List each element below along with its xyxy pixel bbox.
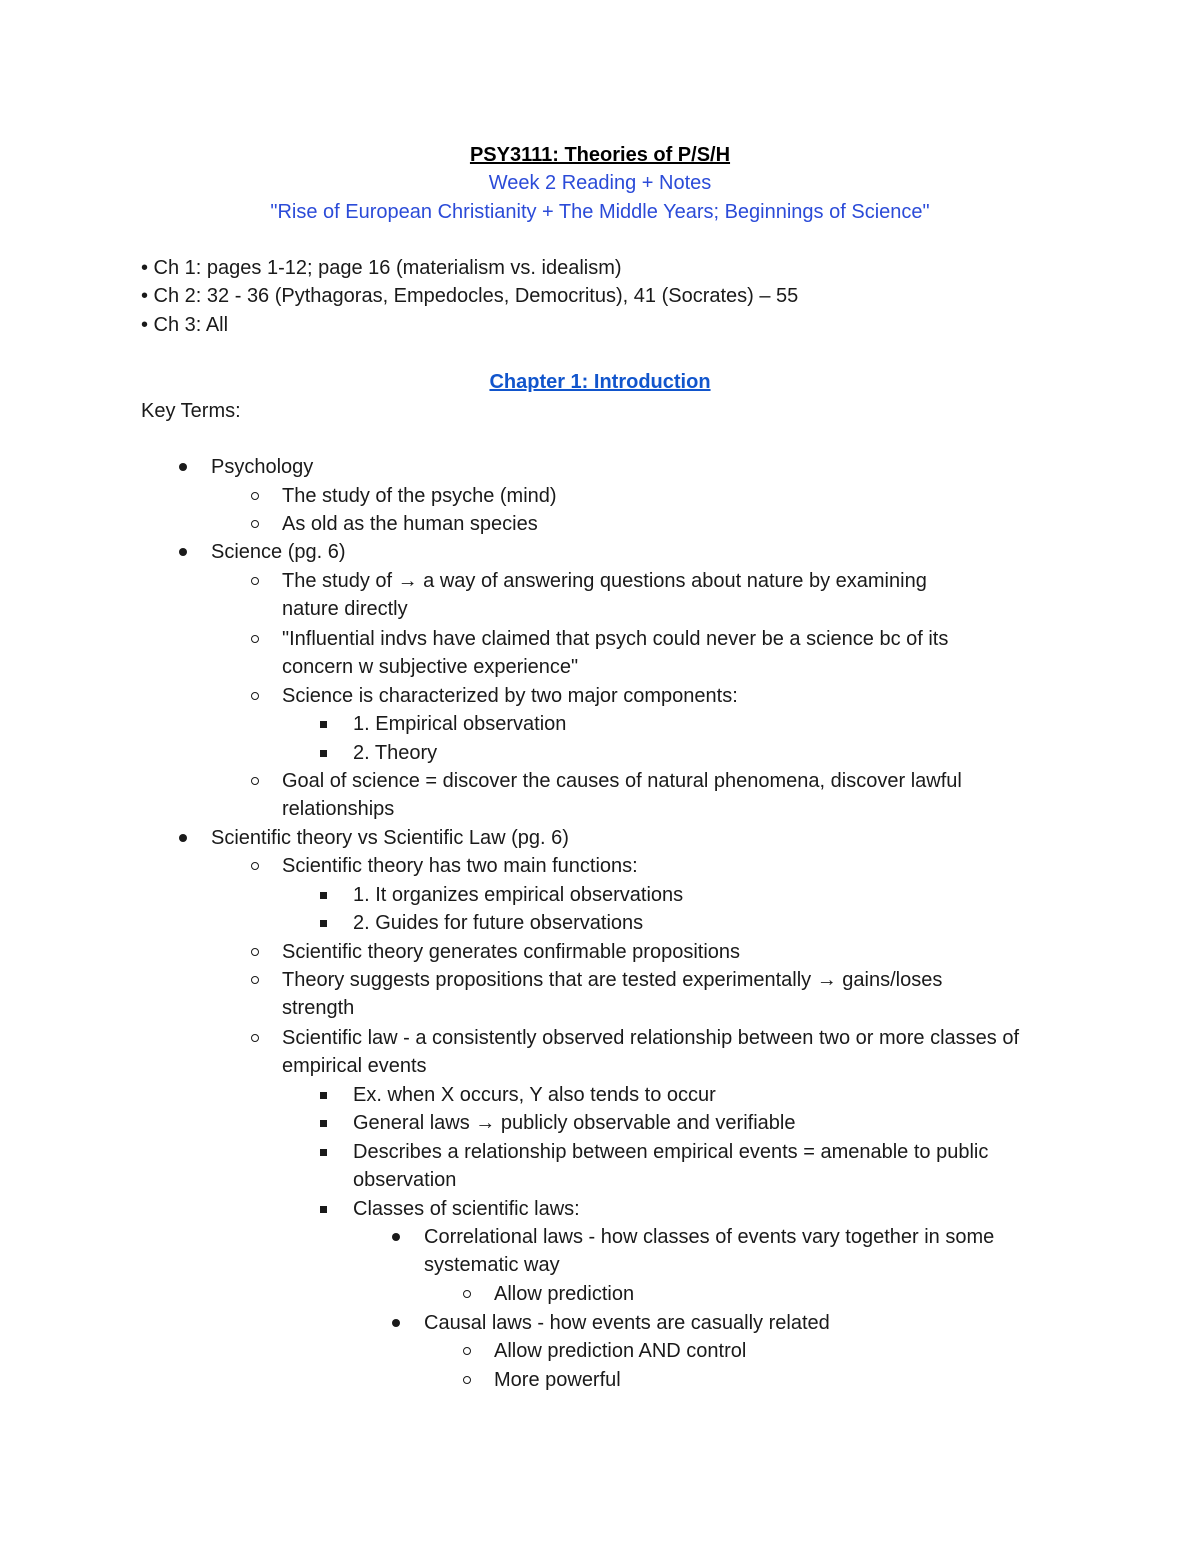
bullet-square-icon — [317, 1081, 333, 1109]
bullet-disc-icon — [176, 538, 192, 566]
bullet-circle-icon — [460, 1366, 476, 1394]
reading-assignment-ch3: • Ch 3: All — [141, 314, 229, 336]
outline-item — [282, 625, 1017, 682]
bullet-disc-icon — [176, 453, 192, 481]
outline-item-text: Allow prediction — [494, 1283, 635, 1305]
outline-item-text: Scientific theory has two main functions: — [282, 855, 638, 877]
outline-item-text: More powerful — [494, 1369, 621, 1391]
bullet-disc-icon — [176, 824, 192, 852]
outline-item — [282, 482, 1072, 510]
bullet-square-icon — [317, 1109, 333, 1137]
bullet-square-icon — [317, 1195, 333, 1223]
bullet-circle-icon — [460, 1280, 476, 1308]
outline-item-text: Describes a relationship between empirical events = amenable to public observation — [353, 1141, 989, 1192]
outline-item — [494, 1337, 1074, 1365]
outline-item-text: 1. Empirical observation — [353, 713, 567, 735]
bullet-square-icon — [317, 710, 333, 738]
outline-item — [211, 824, 1071, 852]
bullet-circle-icon — [248, 567, 264, 595]
outline-item — [494, 1366, 1074, 1394]
bullet-square-icon — [317, 1138, 333, 1166]
outline-item — [424, 1309, 1074, 1337]
outline-item — [353, 1109, 1073, 1137]
bullet-circle-icon — [248, 1024, 264, 1052]
outline-item — [211, 538, 1071, 566]
document-title: PSY3111: Theories of P/S/H — [469, 144, 731, 166]
document-subtitle: Week 2 Reading + Notes — [488, 172, 712, 194]
outline-item — [282, 682, 1072, 710]
outline-item-text: The study of → a way of answering questions about nature by examining nature directly — [282, 570, 927, 621]
outline-item-text: As old as the human species — [282, 513, 538, 535]
outline-item-text: Theory suggests propositions that are tested experimentally → gains/loses strength — [282, 969, 943, 1020]
outline-item-text: 1. It organizes empirical observations — [353, 884, 684, 906]
outline-item-text: General laws → publicly observable and verifiable — [353, 1112, 796, 1134]
outline-item — [282, 567, 982, 624]
outline-item-text: Goal of science = discover the causes of natural phenomena, discover lawful relationships — [282, 770, 962, 821]
bullet-circle-icon — [248, 966, 264, 994]
outline-item-text: Scientific theory vs Scientific Law (pg. 6) — [211, 827, 569, 849]
outline-item — [424, 1223, 1064, 1280]
bullet-circle-icon — [248, 482, 264, 510]
outline-item — [282, 966, 1002, 1023]
outline-item — [282, 938, 1072, 966]
outline-item — [353, 710, 1073, 738]
bullet-circle-icon — [248, 767, 264, 795]
outline-item-text: Science (pg. 6) — [211, 541, 346, 563]
bullet-disc-icon — [389, 1223, 405, 1251]
bullet-disc-icon — [389, 1309, 405, 1337]
bullet-square-icon — [317, 909, 333, 937]
outline-item-text: "Influential indvs have claimed that psych could never be a science bc of its concern w subjective experience" — [282, 628, 949, 679]
bullet-circle-icon — [248, 852, 264, 880]
outline-item — [282, 767, 1052, 824]
outline-item — [353, 1081, 1073, 1109]
outline-item-text: Causal laws - how events are casually related — [424, 1312, 830, 1334]
outline-item-text: Scientific theory generates confirmable propositions — [282, 941, 741, 963]
outline-item — [282, 852, 1072, 880]
chapter-heading: Chapter 1: Introduction — [489, 371, 711, 393]
outline-item — [353, 881, 1073, 909]
outline-item — [353, 1138, 1053, 1195]
reading-assignment-ch1: • Ch 1: pages 1-12; page 16 (materialism vs. idealism) — [141, 257, 622, 279]
outline-item — [353, 1195, 1073, 1223]
outline-item — [353, 739, 1073, 767]
outline-item — [211, 453, 1071, 481]
reading-assignment-ch2: • Ch 2: 32 - 36 (Pythagoras, Empedocles, Democritus), 41 (Socrates) – 55 — [141, 285, 799, 307]
outline-item-text: Allow prediction AND control — [494, 1340, 747, 1362]
bullet-circle-icon — [248, 510, 264, 538]
bullet-circle-icon — [248, 938, 264, 966]
bullet-circle-icon — [248, 682, 264, 710]
key-terms-label: Key Terms: — [141, 400, 241, 422]
outline-item-text: Science is characterized by two major components: — [282, 685, 738, 707]
document-topic-quote: "Rise of European Christianity + The Middle Years; Beginnings of Science" — [270, 201, 930, 223]
bullet-square-icon — [317, 881, 333, 909]
outline-item — [353, 909, 1073, 937]
outline-item — [282, 510, 1072, 538]
bullet-square-icon — [317, 739, 333, 767]
outline-item-text: Classes of scientific laws: — [353, 1198, 580, 1220]
outline-item-text: Psychology — [211, 456, 314, 478]
outline-item — [282, 1024, 1072, 1081]
bullet-circle-icon — [460, 1337, 476, 1365]
outline-item-text: Scientific law - a consistently observed relationship between two or more classes of empirical events — [282, 1027, 1020, 1078]
outline-item-text: 2. Guides for future observations — [353, 912, 644, 934]
outline-item — [494, 1280, 1074, 1308]
outline-item-text: Correlational laws - how classes of events vary together in some systematic way — [424, 1226, 995, 1277]
outline-item-text: 2. Theory — [353, 742, 438, 764]
bullet-circle-icon — [248, 625, 264, 653]
outline-item-text: The study of the psyche (mind) — [282, 485, 557, 507]
outline-item-text: Ex. when X occurs, Y also tends to occur — [353, 1084, 716, 1106]
